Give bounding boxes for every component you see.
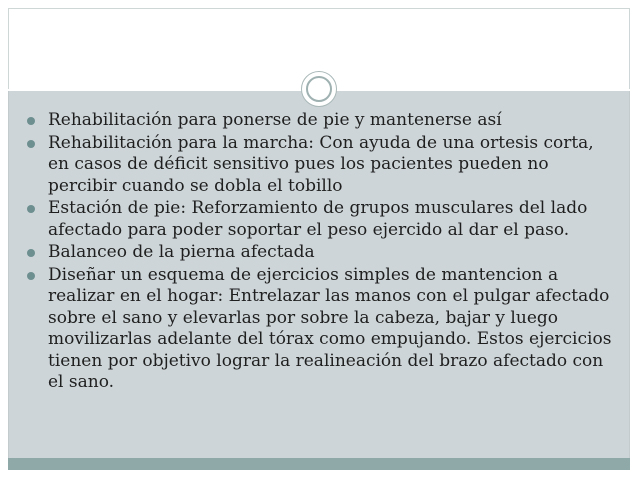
footer-accent-bar	[8, 458, 630, 470]
list-item	[26, 242, 616, 264]
circle-ornament-inner-icon	[306, 76, 332, 102]
bullet-icon	[27, 272, 35, 280]
list-item	[26, 198, 616, 241]
list-item-text: Balanceo de la pierna afectada	[48, 242, 315, 262]
bullet-list	[26, 110, 616, 395]
list-item-text: Rehabilitación para la marcha: Con ayuda de una ortesis corta, en casos de déficit sensitivo pues los pacientes pueden no percibir cuando se dobla el tobillo	[48, 132, 594, 196]
list-item	[26, 133, 616, 198]
list-item-text: Estación de pie: Reforzamiento de grupos musculares del lado afectado para poder soportar el peso ejercido al dar el paso.	[48, 198, 588, 240]
bullet-icon	[27, 205, 35, 213]
list-item	[26, 265, 616, 394]
list-item-text: Rehabilitación para ponerse de pie y mantenerse así	[48, 110, 502, 130]
bullet-icon	[27, 117, 35, 125]
bullet-icon	[27, 140, 35, 148]
bullet-icon	[27, 249, 35, 257]
list-item-text: Diseñar un esquema de ejercicios simples de mantencion a realizar en el hogar: Entrelazar las manos con el pulgar afectado sobre el sano y elevarlas por sobre la cabeza, bajar y luego movilizarlas adelante del tórax como empujando. Estos ejercicios tienen por objetivo lograr la realineación del brazo afectado con el sano.	[48, 264, 612, 392]
list-item	[26, 110, 616, 132]
